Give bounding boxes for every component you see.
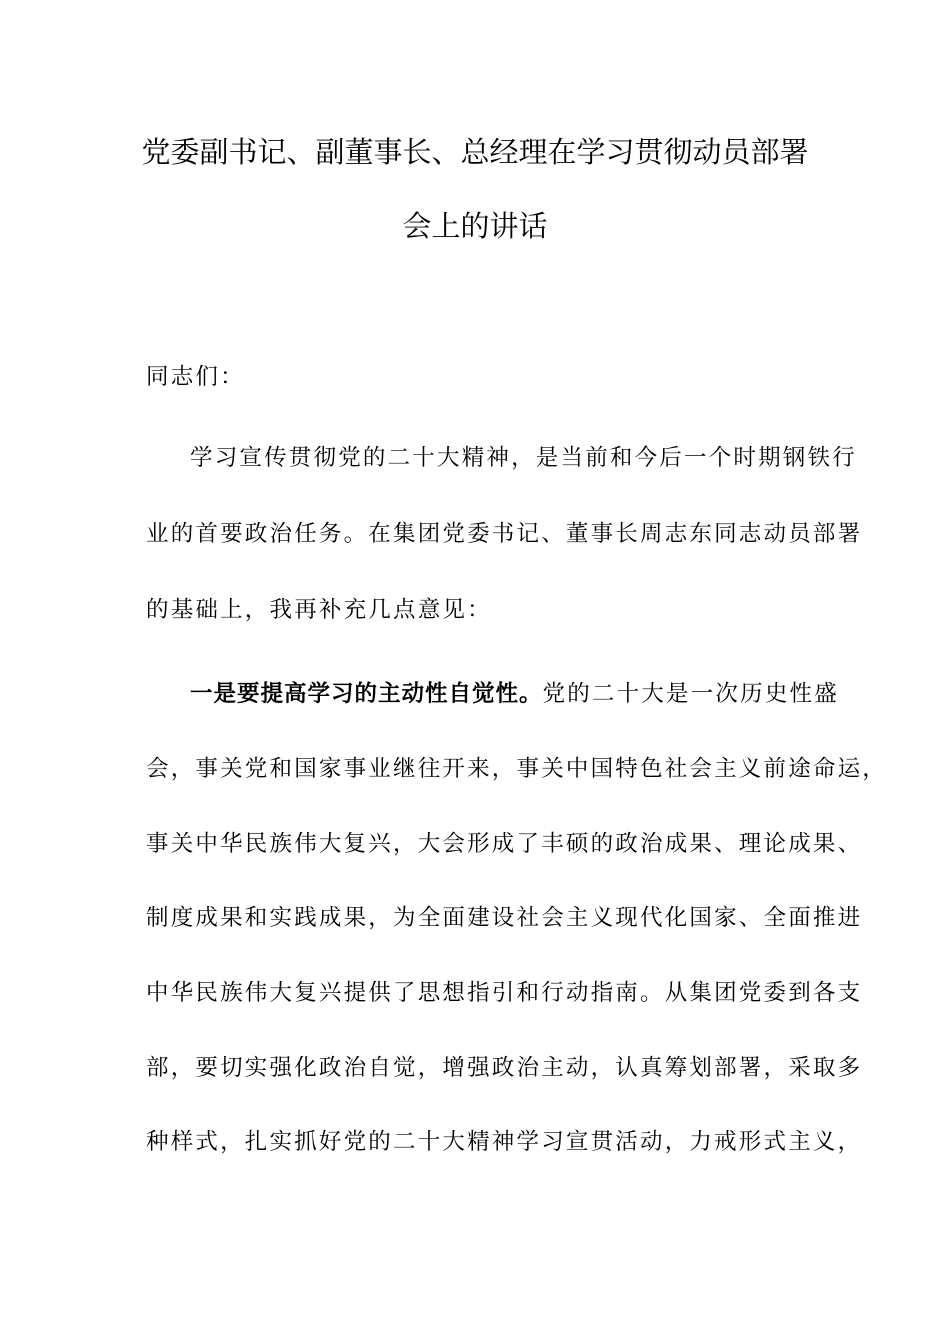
paragraph-1-line-2: 业的首要政治任务。在集团党委书记、董事长周志东同志动员部署 bbox=[146, 521, 863, 547]
paragraph-2-line-7: 种样式，扎实抓好党的二十大精神学习宣贯活动，力戒形式主义， bbox=[146, 1129, 863, 1155]
document-title-line-1: 党委副书记、副董事长、总经理在学习贯彻动员部署 bbox=[141, 135, 809, 169]
paragraph-2-heading: 一是要提高学习的主动性自觉性。 bbox=[190, 681, 543, 707]
paragraph-2-line-4: 制度成果和实践成果，为全面建设社会主义现代化国家、全面推进 bbox=[146, 905, 863, 931]
paragraph-2-line-1 bbox=[190, 679, 839, 709]
paragraph-1-line-1: 学习宣传贯彻党的二十大精神，是当前和今后一个时期钢铁行 bbox=[190, 445, 857, 471]
paragraph-2-line-5: 中华民族伟大复兴提供了思想指引和行动指南。从集团党委到各支 bbox=[146, 980, 863, 1006]
paragraph-2-line-6: 部，要切实强化政治自觉，增强政治主动，认真筹划部署，采取多 bbox=[146, 1055, 863, 1081]
paragraph-2-line-3: 事关中华民族伟大复兴，大会形成了丰硕的政治成果、理论成果、 bbox=[146, 831, 863, 857]
paragraph-2-line-1-text: 党的二十大是一次历史性盛 bbox=[542, 681, 839, 707]
document-title-line-2: 会上的讲话 bbox=[402, 209, 548, 243]
paragraph-1-line-3: 的基础上，我再补充几点意见： bbox=[146, 597, 492, 623]
salutation: 同志们： bbox=[146, 364, 245, 390]
paragraph-2-line-2: 会，事关党和国家事业继往开来，事关中国特色社会主义前途命运， bbox=[146, 756, 888, 782]
